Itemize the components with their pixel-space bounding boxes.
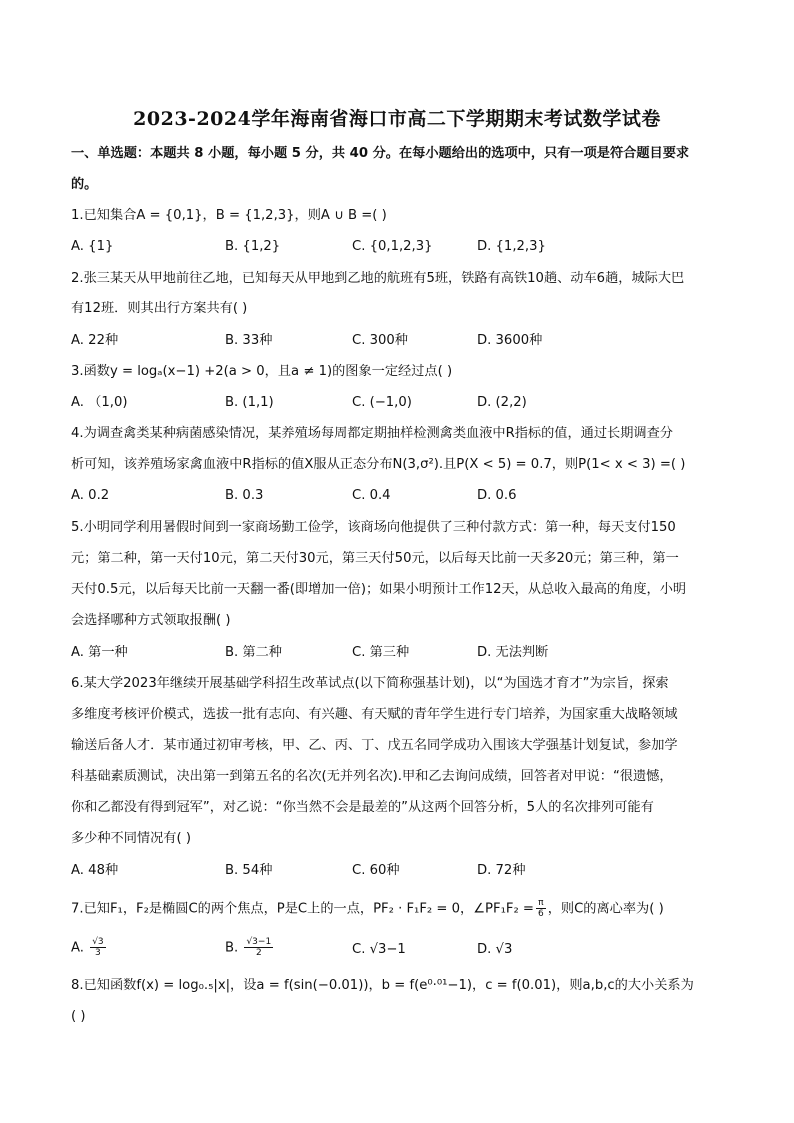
q6-stem-line3: 输送后备人才．某市通过初审考核，甲、乙、丙、丁、戊五名同学成功入围该大学强基计划复试，参加学	[71, 738, 678, 753]
q6-stem-line5: 你和乙都没有得到冠军”，对乙说：“你当然不会是最差的”从这两个回答分析，5人的名次排列可能有	[71, 800, 654, 815]
q7-option-d: D. √3	[477, 942, 513, 957]
q7-stem	[71, 898, 664, 920]
q4-option-b: B. 0.3	[225, 488, 264, 503]
q4-option-c: C. 0.4	[352, 488, 391, 503]
q1-option-a: A. {1}	[71, 239, 114, 254]
q5-option-a: A. 第一种	[71, 645, 128, 660]
q4-option-d: D. 0.6	[477, 488, 517, 503]
q6-option-c: C. 60种	[352, 863, 400, 878]
q1-option-d: D. {1,2,3}	[477, 239, 546, 254]
q6-option-a: A. 48种	[71, 863, 119, 878]
q4-option-a: A. 0.2	[71, 488, 110, 503]
q7-stem-part2: ，则C的离心率为( )	[547, 901, 664, 917]
section-instructions-line2: 的。	[71, 177, 98, 192]
q3-stem: 3.函数y = logₐ(x−1) +2(a > 0，且a ≠ 1)的图象一定经过点( )	[71, 364, 453, 379]
q1-option-b: B. {1,2}	[225, 239, 281, 254]
q7-angle-fraction: $\frac{\pi}{6}$	[537, 898, 544, 919]
q5-stem-line2: 元；第二种，第一天付10元，第二天付30元，第三天付50元，以后每天比前一天多20元；第三种，第一	[71, 551, 679, 566]
q2-stem-line2: 有12班．则其出行方案共有( )	[71, 301, 248, 316]
q2-option-b: B. 33种	[225, 333, 273, 348]
q3-option-b: B. (1,1)	[225, 395, 274, 410]
q6-stem-line4: 科基础素质测试，决出第一到第五名的名次(无并列名次).甲和乙去询问成绩，回答者对甲说：“很遗憾，	[71, 769, 673, 784]
q5-stem-line1: 5.小明同学利用暑假时间到一家商场勤工俭学，该商场向他提供了三种付款方式：第一种，每天支付150	[71, 520, 676, 535]
q5-option-d: D. 无法判断	[477, 645, 549, 660]
q6-stem-line6: 多少种不同情况有( )	[71, 831, 191, 846]
q3-option-c: C. (−1,0)	[352, 395, 412, 410]
q6-option-d: D. 72种	[477, 863, 526, 878]
q5-stem-line4: 会选择哪种方式领取报酬( )	[71, 613, 231, 628]
q7-option-a: A. $\frac{√3}{3}$	[71, 937, 104, 958]
q6-option-b: B. 54种	[225, 863, 273, 878]
q2-option-d: D. 3600种	[477, 333, 543, 348]
q4-stem-line2: 析可知，该养殖场家禽血液中R指标的值X服从正态分布N(3,σ²).且P(X < 5) = 0.7，则P(1< x < 3) =( )	[71, 457, 686, 472]
q1-stem: 1.已知集合A = {0,1}，B = {1,2,3}，则A ∪ B =( )	[71, 208, 387, 223]
q3-option-a: A. （1,0)	[71, 395, 128, 410]
q2-option-c: C. 300种	[352, 333, 408, 348]
q7-option-c: C. √3−1	[352, 942, 406, 957]
q6-stem-line2: 多维度考核评价模式，选拔一批有志向、有兴趣、有天赋的青年学生进行专门培养，为国家重大战略领域	[71, 707, 678, 722]
q1-option-c: C. {0,1,2,3}	[352, 239, 433, 254]
q3-option-d: D. (2,2)	[477, 395, 527, 410]
q4-stem-line1: 4.为调查禽类某种病菌感染情况，某养殖场每周都定期抽样检测禽类血液中R指标的值，通过长期调查分	[71, 426, 673, 441]
q7-option-b-fraction: $\frac{√3-1}{2}$	[246, 937, 272, 958]
q7-option-a-fraction: $\frac{√3}{3}$	[92, 937, 104, 958]
q2-stem-line1: 2.张三某天从甲地前往乙地，已知每天从甲地到乙地的航班有5班，铁路有高铁10趟、动车6趟，城际大巴	[71, 271, 685, 286]
q7-stem-part1: 7.已知F₁，F₂是椭圆C的两个焦点，P是C上的一点，PF₂ · F₁F₂ = 0，∠PF₁F₂ =	[71, 901, 534, 917]
q5-stem-line3: 天付0.5元，以后每天比前一天翻一番(即增加一倍)；如果小明预计工作12天，从总收入最高的角度，小明	[71, 582, 687, 597]
q7-option-b: B. $\frac{√3-1}{2}$	[225, 937, 272, 958]
q5-option-c: C. 第三种	[352, 645, 410, 660]
q8-stem-line1: 8.已知函数f(x) = log₀.₅|x|，设a = f(sin(−0.01))，b = f(e⁰·⁰¹−1)，c = f(0.01)，则a,b,c的大小关系为	[71, 978, 694, 993]
exam-title: 2023-2024学年海南省海口市高二下学期期末考试数学试卷	[133, 108, 661, 130]
section-instructions-line1: 一、单选题：本题共 8 小题，每小题 5 分，共 40 分。在每小题给出的选项中，只有一项是符合题目要求	[71, 146, 690, 161]
q6-stem-line1: 6.某大学2023年继续开展基础学科招生改革试点(以下简称强基计划)，以“为国选才育才”为宗旨，探索	[71, 676, 669, 691]
q2-option-a: A. 22种	[71, 333, 119, 348]
q5-option-b: B. 第二种	[225, 645, 282, 660]
q8-stem-line2: ( )	[71, 1009, 86, 1024]
